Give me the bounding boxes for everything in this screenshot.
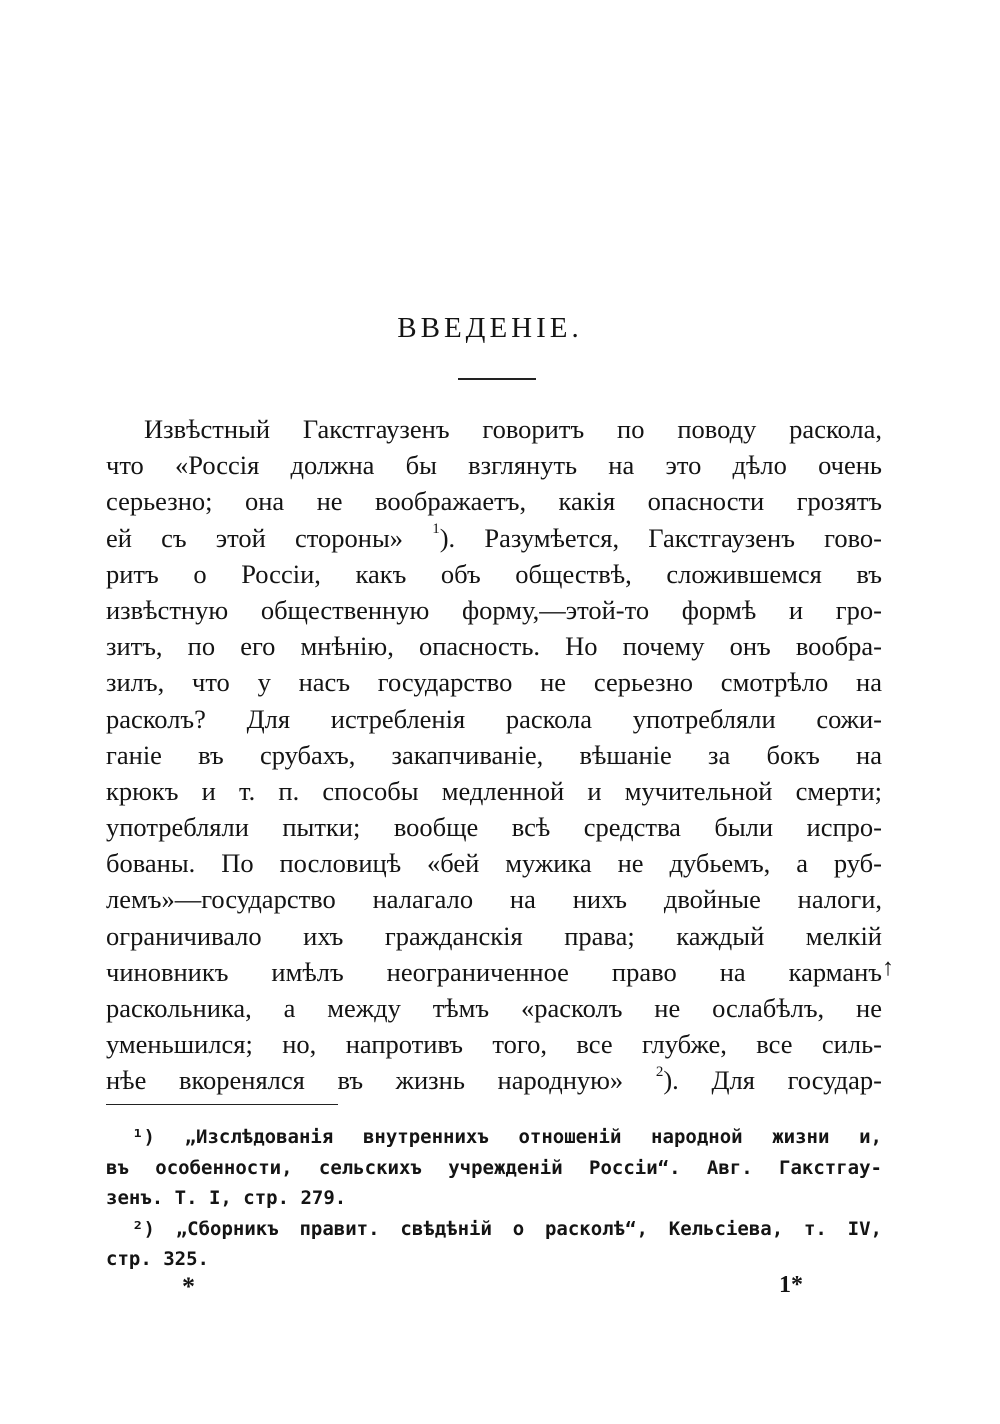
body-line-segment: ). Разумѣется, Гакстгаузенъ гово- — [439, 522, 882, 553]
footnote-ref-1: 1 — [432, 520, 440, 537]
body-line: зитъ, по его мнѣнію, опасность. Но почему онъ вообра- — [106, 631, 882, 662]
body-line-segment: нѣе вкоренялся въ жизнь народную» — [106, 1065, 624, 1096]
body-line-with-footnote-ref — [106, 1062, 882, 1098]
body-line: раскольника, а между тѣмъ «расколъ не ослабѣлъ, не — [106, 993, 882, 1023]
body-line: извѣстную общественную форму,—этой-то формѣ и гро- — [106, 594, 882, 625]
margin-mark: ↑ — [882, 955, 894, 981]
body-line: серьезно; она не воображаетъ, какія опасности грозятъ — [106, 486, 882, 517]
body-line: ограничивало ихъ гражданскія права; каждый мелкій — [106, 920, 882, 951]
footnote-2-text: „Сборникъ правит. свѣдѣній о расколѣ“, Кельсіева, т. IV, — [175, 1217, 882, 1240]
body-line: что «Россія должна бы взглянуть на это дѣло очень — [106, 450, 882, 481]
footnote-1-text: „Изслѣдованія внутреннихъ отношеній народной жизни и, — [184, 1126, 882, 1148]
body-line: ритъ о Россіи, какъ объ обществѣ, сложившемся въ — [106, 558, 882, 589]
heading-divider — [458, 378, 536, 380]
footnote-2-line — [106, 1214, 882, 1245]
body-line: уменьшился; но, напротивъ того, все глубже, все силь- — [106, 1029, 882, 1060]
body-line: крюкъ и т. п. способы медленной и мучительной смерти; — [106, 775, 882, 806]
body-line-segment: ). Для государ- — [663, 1065, 883, 1096]
body-line: употребляли пытки; вообще всѣ средства были испро- — [106, 812, 882, 843]
footnote-1-marker: ¹) — [132, 1126, 155, 1148]
footnote-1-line: зенъ. Т. I, стр. 279. — [106, 1187, 347, 1209]
footnote-divider — [106, 1104, 338, 1105]
footnote-1-line — [106, 1122, 882, 1153]
body-line-segment: ей съ этой стороны» — [106, 522, 404, 553]
body-line: Извѣстный Гакстгаузенъ говоритъ по поводу раскола, — [144, 414, 882, 444]
body-line: расколъ? Для истребленія раскола употребляли сожи- — [106, 703, 882, 734]
body-line: лемъ»—государство налагало на нихъ двойные налоги, — [106, 884, 882, 915]
footnote-2-line: стр. 325. — [106, 1248, 209, 1270]
body-line: бованы. По пословицѣ «бей мужика не дубьемъ, а руб- — [106, 848, 882, 879]
body-line: чиновникъ имѣлъ неограниченное право на карманъ — [106, 956, 882, 987]
chapter-heading: ВВЕДЕНІЕ. — [397, 312, 583, 344]
body-line: зилъ, что у насъ государство не серьезно смотрѣло на — [106, 667, 882, 698]
body-line-with-footnote-ref — [106, 520, 882, 556]
signature-mark: * — [182, 1272, 195, 1301]
page-number: 1* — [779, 1272, 803, 1298]
footnote-1-line: въ особенности, сельскихъ учрежденій Россіи“. Авг. Гакстгау- — [106, 1156, 882, 1179]
body-line: ганіе въ срубахъ, закапчиваніе, вѣшаніе за бокъ на — [106, 739, 882, 770]
footnotes — [106, 1122, 882, 1275]
body-text — [106, 411, 882, 1099]
footnote-2-marker: ²) — [132, 1217, 155, 1240]
footnote-ref-2: 2 — [655, 1063, 664, 1080]
